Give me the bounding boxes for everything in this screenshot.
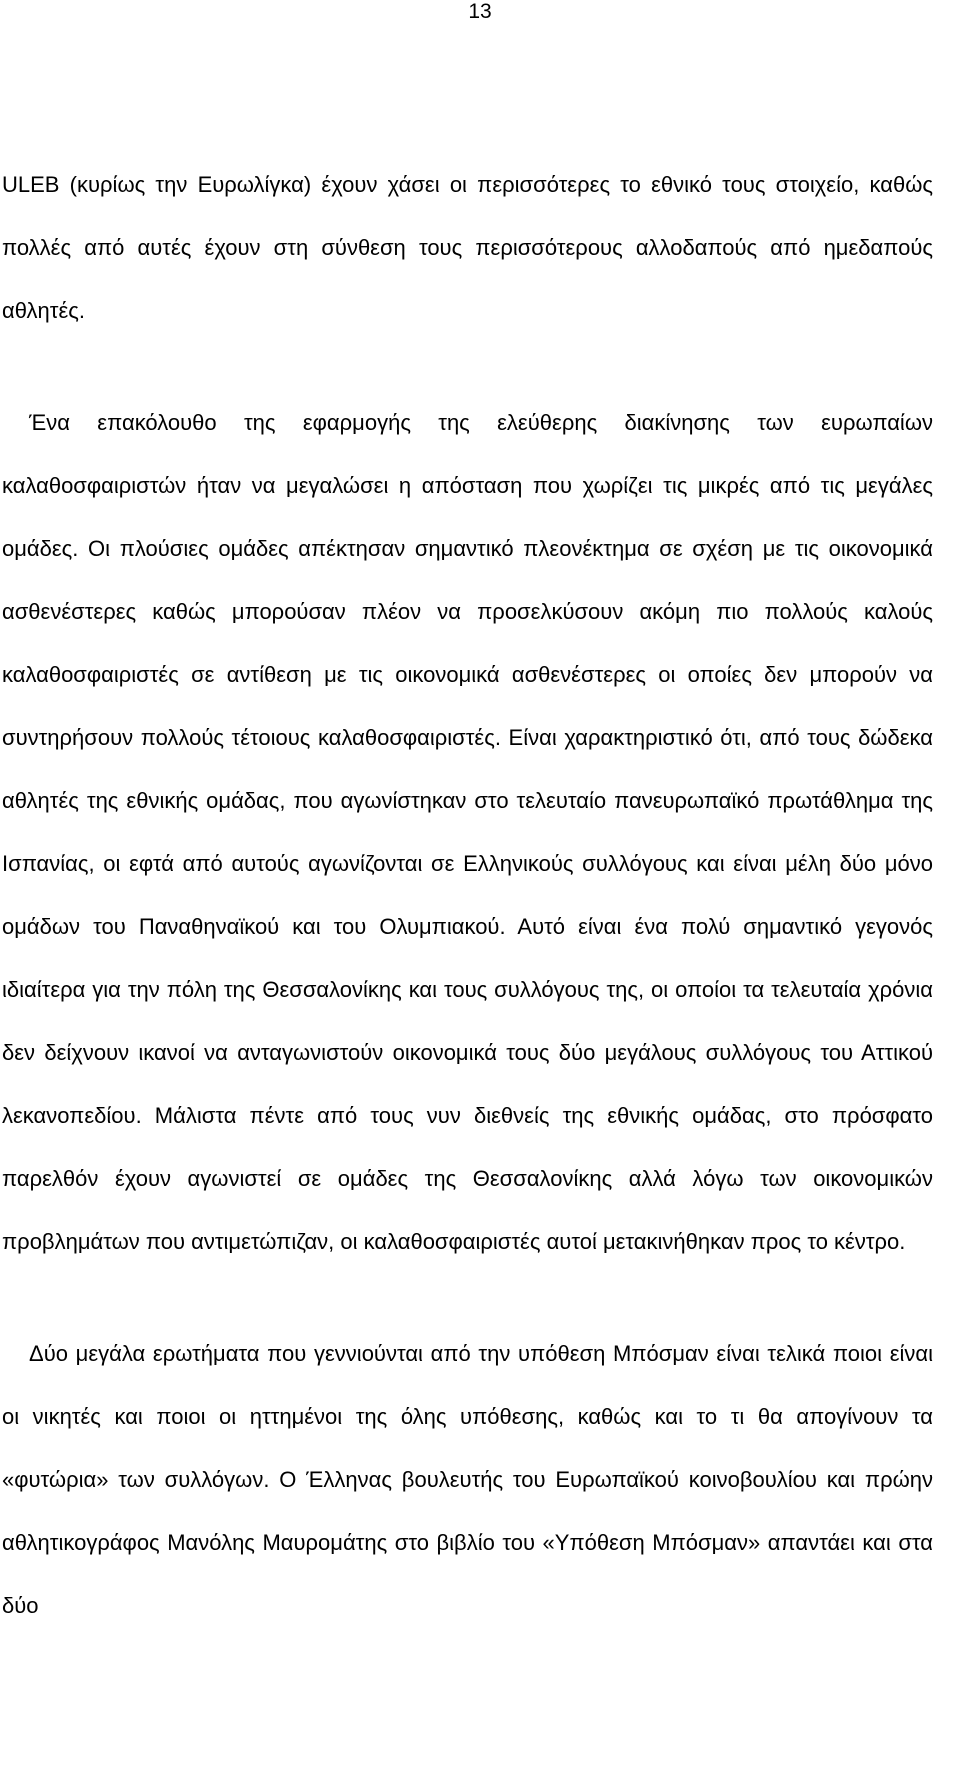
page-number: 13	[468, 0, 492, 23]
document-body	[2, 153, 933, 1637]
paragraph-free-movement: Ένα επακόλουθο της εφαρμογής της ελεύθερης διακίνησης των ευρωπαίων καλαθοσφαιριστών ήταν να μεγαλώσει η απόσταση που χωρίζει τις μικρές από τις μεγάλες ομάδες. Οι πλούσιες ομάδες απέκτησαν σημαντικό πλεονέκτημα σε σχέση με τις οικονομικά ασθενέστερες καθώς μπορούσαν πλέον να προσελκύσουν ακόμη πιο πολλούς καλούς καλαθοσφαιριστές σε αντίθεση με τις οικονομικά ασθενέστερες οι οποίες δεν μπορούν να συντηρήσουν πολλούς τέτοιους καλαθοσφαιριστές. Είναι χαρακτηριστικό ότι, από τους δώδεκα αθλητές της εθνικής ομάδας, που αγωνίστηκαν στο τελευταίο πανευρωπαϊκό πρωτάθλημα της Ισπανίας, οι εφτά από αυτούς αγωνίζονται σε Ελληνικούς συλλόγους και είναι μέλη δύο μόνο ομάδων του Παναθηναϊκού και του Ολυμπιακού. Αυτό είναι ένα πολύ σημαντικό γεγονός ιδιαίτερα για την πόλη της Θεσσαλονίκης και τους συλλόγους της, οι οποίοι τα τελευταία χρόνια δεν δείχνουν ικανοί να ανταγωνιστούν οικονομικά τους δύο μεγάλους συλλόγους του Αττικού λεκανοπεδίου. Μάλιστα πέντε από τους νυν διεθνείς της εθνικής ομάδας, στο πρόσφατο παρελθόν έχουν αγωνιστεί σε ομάδες της Θεσσαλονίκης αλλά λόγω των οικονομικών προβλημάτων που αντιμετώπιζαν, οι καλαθοσφαιριστές αυτοί μετακινήθηκαν προς το κέντρο.	[2, 410, 933, 1254]
paragraph-continuation: ULEB (κυρίως την Ευρωλίγκα) έχουν χάσει οι περισσότερες το εθνικό τους στοιχείο, καθώς πολλές από αυτές έχουν στη σύνθεση τους περισσότερους αλλοδαπούς από ημεδαπούς αθλητές.	[2, 172, 933, 323]
paragraph-bosman-questions: Δύο μεγάλα ερωτήματα που γεννιούνται από την υπόθεση Μπόσμαν είναι τελικά ποιοι είναι οι νικητές και ποιοι οι ηττημένοι της όλης υπόθεσης, καθώς και το τι θα απογίνουν τα «φυτώρια» των συλλόγων. Ο Έλληνας βουλευτής του Ευρωπαϊκού κοινοβουλίου και πρώην αθλητικογράφος Μανόλης Μαυρομάτης στο βιβλίο του «Υπόθεση Μπόσμαν» απαντάει και στα δύο	[2, 1341, 933, 1618]
